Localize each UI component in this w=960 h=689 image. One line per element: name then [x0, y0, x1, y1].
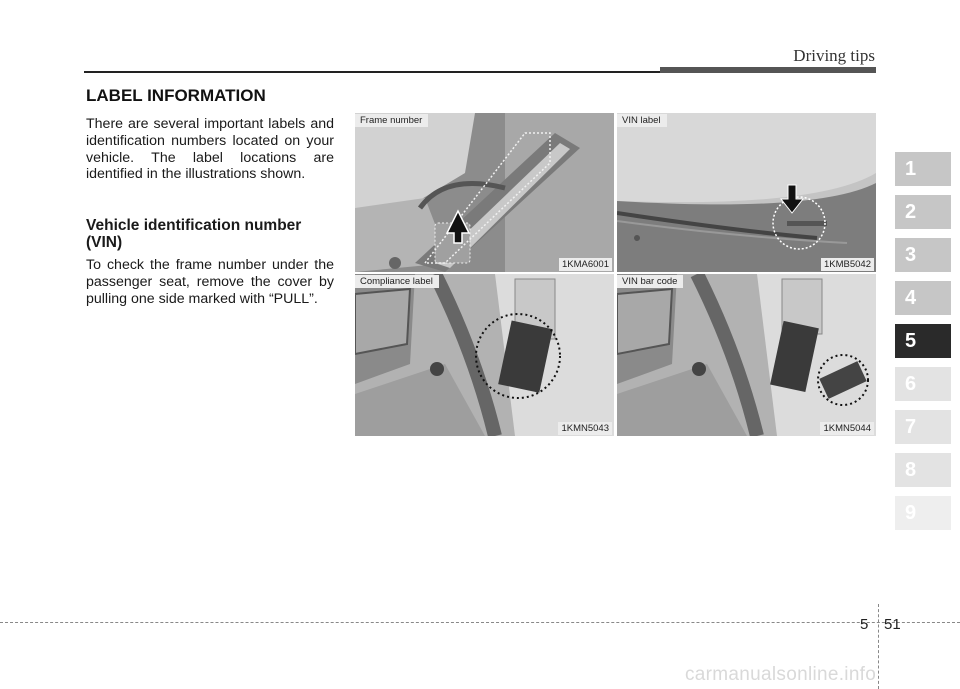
vin-subheading: Vehicle identification number (VIN) — [86, 217, 302, 251]
frame-number-photo — [355, 113, 614, 272]
compliance-label-photo — [355, 274, 614, 436]
code-vin-bar-code: 1KMN5044 — [820, 422, 874, 435]
chapter-tab-3[interactable]: 3 — [895, 238, 951, 272]
vin-bar-code-photo — [617, 274, 876, 436]
intro-paragraph: There are several important labels and identification numbers located on your vehicle. The label locations are identified in the illustrations shown. — [86, 116, 334, 183]
header-rule-thick — [660, 67, 876, 73]
caption-frame-number: Frame number — [355, 114, 428, 127]
chapter-tab-8[interactable]: 8 — [895, 453, 951, 487]
chapter-tab-5[interactable]: 5 — [895, 324, 951, 358]
figure-grid — [355, 113, 876, 436]
caption-compliance-label: Compliance label — [355, 275, 439, 288]
chapter-tab-6[interactable]: 6 — [895, 367, 951, 401]
chapter-tab-7[interactable]: 7 — [895, 410, 951, 444]
footer-rule — [0, 622, 960, 623]
chapter-tab-9[interactable]: 9 — [895, 496, 951, 530]
vin-label-photo — [617, 113, 876, 272]
caption-vin-bar-code: VIN bar code — [617, 275, 683, 288]
code-vin-label: 1KMB5042 — [821, 258, 874, 271]
chapter-tab-4[interactable]: 4 — [895, 281, 951, 315]
chapter-tabs — [895, 152, 951, 539]
figure-vin-bar-code — [617, 274, 876, 436]
vin-paragraph: To check the frame number under the passenger seat, remove the cover by pulling one side marked with “PULL”. — [86, 257, 334, 307]
code-compliance-label: 1KMN5043 — [558, 422, 612, 435]
chapter-tab-1[interactable]: 1 — [895, 152, 951, 186]
code-frame-number: 1KMA6001 — [559, 258, 612, 271]
figure-frame-number — [355, 113, 614, 272]
footer-section-number: 5 — [860, 616, 869, 633]
footer-page-number: 51 — [884, 616, 901, 633]
caption-vin-label: VIN label — [617, 114, 667, 127]
chapter-tab-2[interactable]: 2 — [895, 195, 951, 229]
header-rule-thin — [84, 71, 662, 73]
page-heading: LABEL INFORMATION — [86, 86, 266, 105]
figure-vin-label — [617, 113, 876, 272]
figure-compliance-label — [355, 274, 614, 436]
watermark: carmanualsonline.info — [685, 664, 877, 685]
section-title: Driving tips — [793, 46, 875, 65]
footer-divider — [878, 604, 879, 689]
